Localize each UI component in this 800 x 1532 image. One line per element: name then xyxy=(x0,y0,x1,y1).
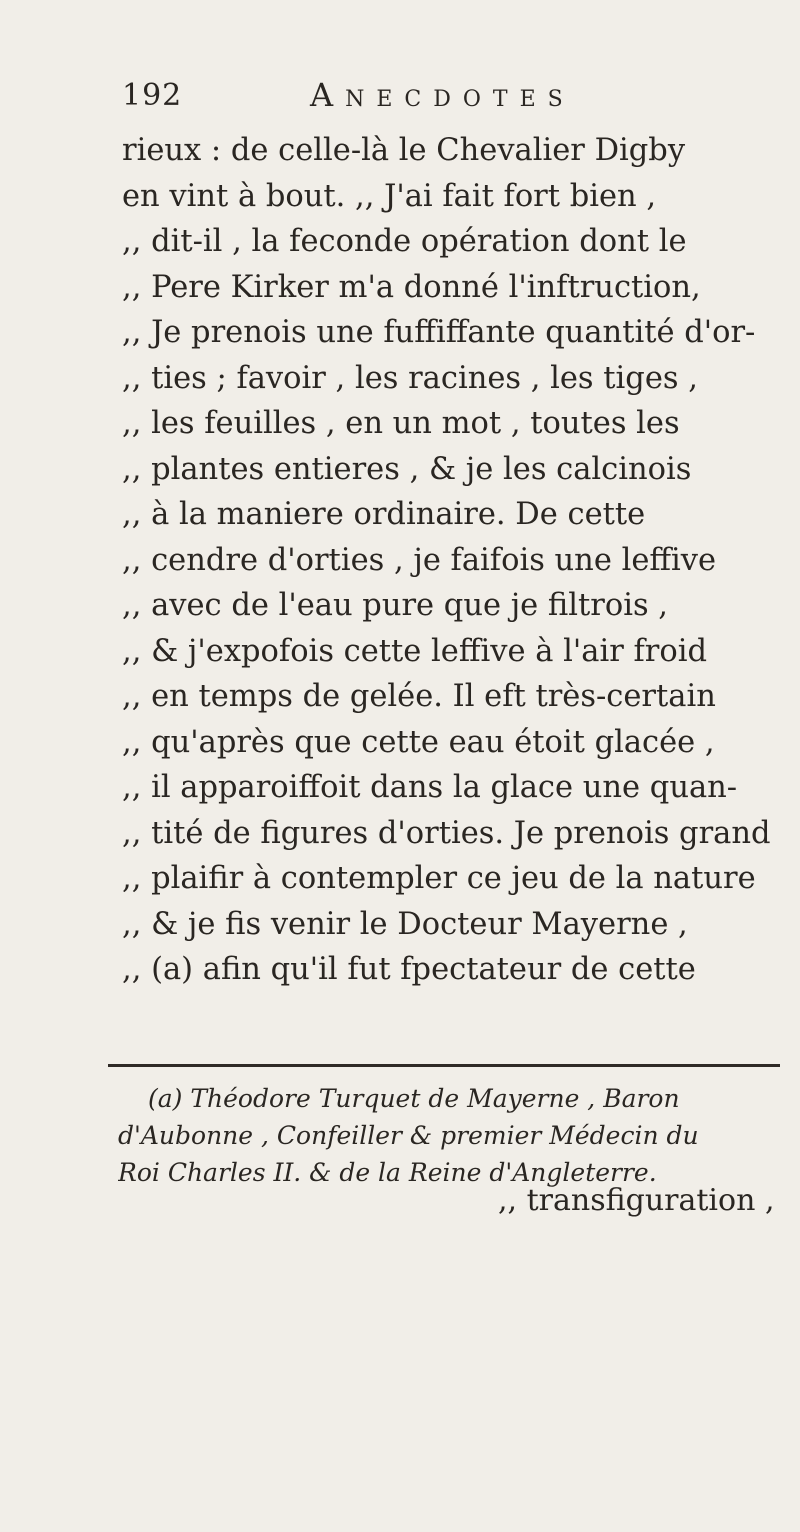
footnote-rule xyxy=(108,1064,780,1067)
text-line: ,, qu'après que cette eau étoit glacée , xyxy=(122,724,715,760)
footnote-line: d'Aubonne , Confeiller & premier Médecin du xyxy=(118,1121,699,1150)
text-line: ,, avec de l'eau pure que je filtrois , xyxy=(122,588,669,623)
text-line: ,, & je fis venir le Docteur Mayerne , xyxy=(122,906,688,942)
footnote-line: Roi Charles II. & de la Reine d'Angleterre. xyxy=(118,1158,657,1187)
footnote-line: (a) Théodore Turquet de Mayerne , Baron xyxy=(148,1084,680,1113)
footnote xyxy=(118,1080,783,1191)
text-line: ,, plantes entieres , & je les calcinois xyxy=(122,451,692,487)
text-line: ,, ties ; favoir , les racines , les tiges , xyxy=(122,360,698,396)
text-line: ,, il apparoiffoit dans la glace une quan- xyxy=(122,770,738,805)
text-line: ,, à la maniere ordinaire. De cette xyxy=(122,497,646,532)
text-line: ,, les feuilles , en un mot , toutes les xyxy=(122,406,680,441)
text-line: ,, cendre d'orties , je faifois une leffive xyxy=(122,542,717,578)
text-line: ,, dit-il , la feconde opération dont le xyxy=(122,224,687,259)
text-line: ,, (a) afin qu'il fut fpectateur de cette xyxy=(122,952,696,987)
text-line: ,, tité de figures d'orties. Je prenois grand xyxy=(122,815,771,851)
text-line: ,, en temps de gelée. Il eft très-certain xyxy=(122,679,716,714)
text-line: ,, & j'expofois cette leffive à l'air froid xyxy=(122,633,707,669)
running-title: Anecdotes xyxy=(310,76,575,114)
running-head xyxy=(122,78,642,118)
page-number: 192 xyxy=(122,78,183,113)
text-line: rieux : de celle-là le Chevalier Digby xyxy=(122,133,686,168)
catchword: ,, transfiguration , xyxy=(498,1183,775,1218)
text-line: en vint à bout. ,, J'ai fait fort bien , xyxy=(122,178,657,214)
text-line: ,, Pere Kirker m'a donné l'inftruction, xyxy=(122,269,701,305)
body-text xyxy=(80,128,785,993)
text-line: ,, Je prenois une fuffiffante quantité d'or- xyxy=(122,315,756,350)
text-line: ,, plaifir à contempler ce jeu de la nature xyxy=(122,861,756,896)
